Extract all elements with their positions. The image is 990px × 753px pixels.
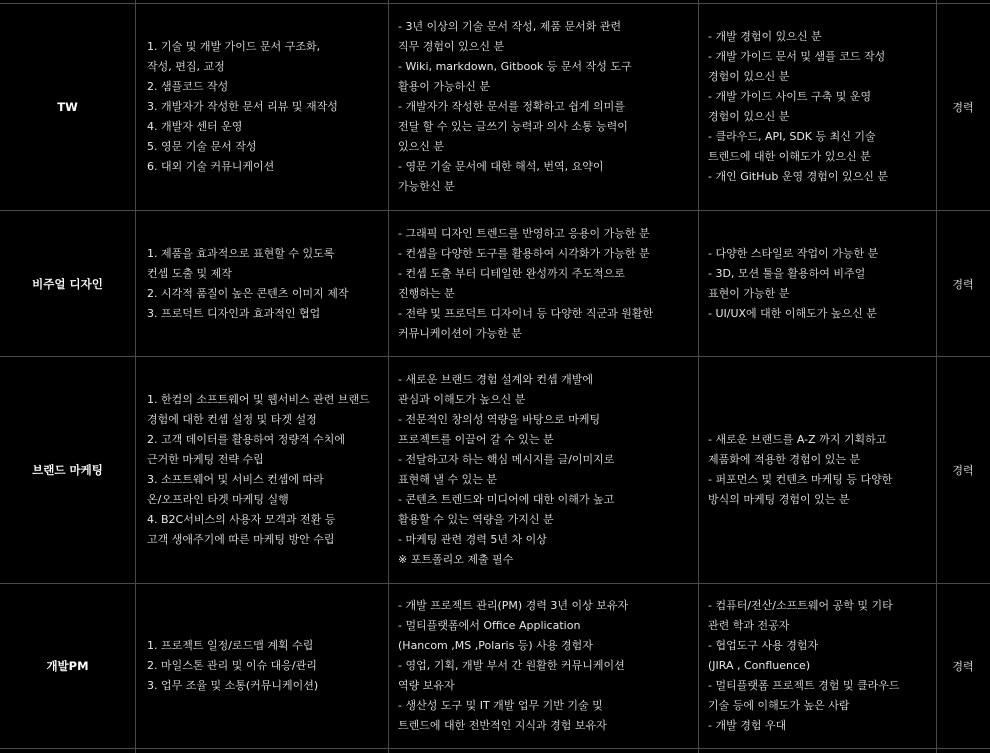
tasks-cell (135, 211, 388, 356)
preferred-item: - 개발 경험 우대 (708, 719, 787, 732)
requirement-item: - 3년 이상의 기술 문서 작성, 제품 문서화 관련 직무 경험이 있으신 분 (398, 20, 622, 53)
preferred-item: - 협업도구 사용 경험자 (JIRA , Confluence) (708, 639, 819, 672)
task-item: 4. 개발자 센터 운영 (147, 120, 243, 133)
task-item: 6. 대외 기술 커뮤니케이션 (147, 160, 275, 173)
preferred-item: - 컴퓨터/전산/소프트웨어 공학 및 기타 관련 학과 전공자 (708, 599, 893, 632)
requirement-item: - 멀티플랫폼에서 Office Application (Hancom ,MS ,Polaris 등) 사용 경험자 (398, 619, 593, 652)
role-name: TW (57, 100, 78, 114)
employment-type: 경력 (952, 464, 974, 477)
preferred-item: - 퍼포먼스 및 컨텐츠 마케팅 등 다양한 방식의 마케팅 경험이 있는 분 (708, 473, 893, 506)
preferred-item: - 개발 경험이 있으신 분 (708, 30, 822, 43)
task-item: 3. 개발자가 작성한 문서 리뷰 및 재작성 (147, 100, 338, 113)
task-item: 2. 고객 데이터를 활용하여 정량적 수치에 근거한 마케팅 전략 수립 (147, 433, 345, 466)
role-name: 개발PM (46, 659, 89, 673)
employment-type: 경력 (952, 101, 974, 114)
preferred-cell (698, 584, 936, 748)
requirement-item: - 개발자가 작성한 문서를 정확하고 쉽게 의미를 전달 할 수 있는 글쓰기 능력과 의사 소통 능력이 있으신 분 (398, 100, 628, 153)
row-divider (0, 748, 990, 749)
task-item: 2. 마일스톤 관리 및 이슈 대응/관리 (147, 659, 317, 672)
preferred-item: - 개발 가이드 문서 및 샘플 코드 작성 경험이 있으신 분 (708, 50, 886, 83)
requirement-item: - 컨셉 도출 부터 디테일한 완성까지 주도적으로 진행하는 분 (398, 266, 625, 300)
tasks-cell (135, 357, 388, 583)
requirement-item: - 전문적인 창의성 역량을 바탕으로 마케팅 프로젝트를 이끌어 갈 수 있는 분 (398, 413, 601, 446)
requirements-cell (388, 211, 698, 356)
role-name: 비주얼 디자인 (32, 276, 103, 291)
table-row (0, 4, 990, 210)
requirement-item: - 마케팅 관련 경력 5년 차 이상 ※ 포트폴리오 제출 필수 (398, 533, 547, 566)
task-item: 5. 영문 기술 문서 작성 (147, 140, 257, 153)
preferred-item: - 개발 가이드 사이트 구축 및 운영 경험이 있으신 분 (708, 90, 872, 123)
requirement-item: - 새로운 브랜드 경험 설계와 컨셉 개발에 관심과 이해도가 높으신 분 (398, 373, 593, 406)
task-item: 2. 시각적 품질이 높은 콘텐츠 이미지 제작 (147, 286, 349, 300)
task-item: 4. B2C서비스의 사용자 모객과 전환 등 고객 생애주기에 따른 마케팅 방안 수립 (147, 513, 336, 546)
requirement-item: - 전략 및 프로덕트 디자이너 등 다양한 직군과 원활한 커뮤니케이션이 가능한 분 (398, 306, 654, 340)
requirement-item: - 그래픽 디자인 트렌드를 반영하고 응용이 가능한 분 (398, 226, 650, 240)
requirement-item: - 영업, 기획, 개발 부서 간 원활한 커뮤니케이션 역량 보유자 (398, 659, 625, 692)
preferred-item: - 3D, 모션 툴을 활용하여 비주얼 표현이 가능한 분 (708, 266, 866, 300)
task-item: 1. 한컴의 소프트웨어 및 웹서비스 관련 브랜드 경험에 대한 컨셉 설정 및 타겟 설정 (147, 393, 370, 426)
table-row (0, 211, 990, 356)
requirements-cell (388, 584, 698, 748)
employment-type: 경력 (952, 660, 974, 673)
task-item: 1. 제품을 효과적으로 표현할 수 있도록 컨셉 도출 및 제작 (147, 246, 335, 280)
preferred-item: - 클라우드, API, SDK 등 최신 기술 트렌드에 대한 이해도가 있으신 분 (708, 130, 876, 163)
requirement-item: - 전달하고자 하는 핵심 메시지를 글/이미지로 표현해 낼 수 있는 분 (398, 453, 615, 486)
task-item: 3. 업무 조율 및 소통(커뮤니케이션) (147, 679, 319, 692)
task-item: 3. 프로덕트 디자인과 효과적인 협업 (147, 306, 321, 320)
role-name: 브랜드 마케팅 (32, 463, 103, 477)
preferred-item: - 개인 GitHub 운영 경험이 있으신 분 (708, 170, 888, 183)
tasks-cell (135, 584, 388, 748)
requirement-item: - 컨셉을 다양한 도구를 활용하여 시각화가 가능한 분 (398, 246, 650, 260)
requirement-item: - 콘텐츠 트렌드와 미디어에 대한 이해가 높고 활용할 수 있는 역량을 가지신 분 (398, 493, 615, 526)
requirement-item: - Wiki, markdown, Gitbook 등 문서 작성 도구 활용이 가능하신 분 (398, 60, 632, 93)
table-row (0, 584, 990, 748)
requirement-item: - 생산성 도구 및 IT 개발 업무 기반 기술 및 트렌드에 대한 전반적인 지식과 경험 보유자 (398, 699, 607, 732)
tasks-cell (135, 4, 388, 210)
requirements-cell (388, 357, 698, 583)
requirement-item: - 영문 기술 문서에 대한 해석, 번역, 요약이 가능한신 분 (398, 160, 604, 193)
preferred-cell (698, 211, 936, 356)
preferred-item: - 다양한 스타일로 작업이 가능한 분 (708, 246, 879, 260)
preferred-item: - 멀티플랫폼 프로젝트 경험 및 클라우드 기술 등에 이해도가 높은 사람 (708, 679, 900, 712)
table-row (0, 357, 990, 583)
requirements-cell (388, 4, 698, 210)
requirement-item: - 개발 프로젝트 관리(PM) 경력 3년 이상 보유자 (398, 599, 629, 612)
preferred-item: - 새로운 브랜드를 A-Z 까지 기획하고 제품화에 적용한 경험이 있는 분 (708, 433, 887, 466)
preferred-cell (698, 357, 936, 583)
preferred-cell (698, 4, 936, 210)
task-item: 1. 프로젝트 일정/로드맵 계획 수립 (147, 639, 314, 652)
preferred-item: - UI/UX에 대한 이해도가 높으신 분 (708, 306, 877, 320)
employment-type: 경력 (952, 277, 974, 291)
task-item: 2. 샘플코드 작성 (147, 80, 229, 93)
task-item: 3. 소프트웨어 및 서비스 컨셉에 따라 온/오프라인 타겟 마케팅 실행 (147, 473, 324, 506)
task-item: 1. 기술 및 개발 가이드 문서 구조화, 작성, 편집, 교정 (147, 40, 321, 73)
